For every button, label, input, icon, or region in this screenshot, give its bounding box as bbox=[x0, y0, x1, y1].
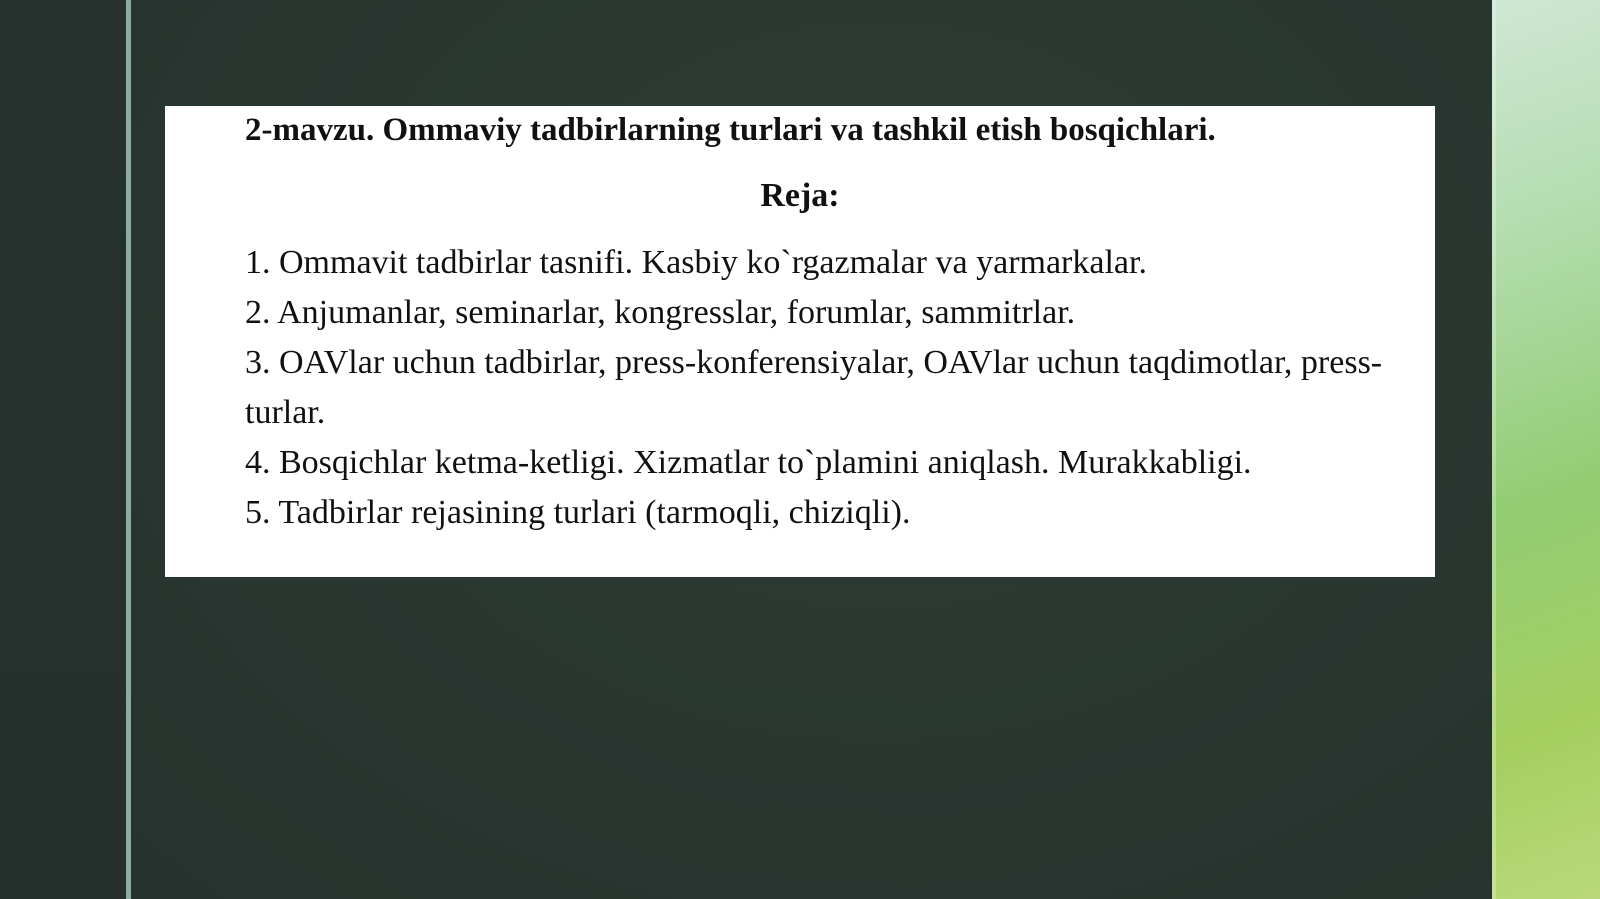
plan-list bbox=[245, 238, 1425, 538]
plan-item: 1. Ommavit tadbirlar tasnifi. Kasbiy ko`rgazmalar va yarmarkalar. bbox=[245, 244, 1147, 281]
plan-item: 3. OAVlar uchun tadbirlar, press-konferensiyalar, OAVlar uchun taqdimotlar, press-turlar. bbox=[245, 344, 1383, 431]
right-green-strip bbox=[1492, 0, 1600, 899]
plan-item: 5. Tadbirlar rejasining turlari (tarmoqli, chiziqli). bbox=[245, 494, 911, 531]
content-box bbox=[165, 106, 1435, 577]
plan-item: 2. Anjumanlar, seminarlar, kongresslar, forumlar, sammitrlar. bbox=[245, 294, 1076, 331]
topic-title: 2-mavzu. Ommaviy tadbirlarning turlari va tashkil etish bosqichlari. bbox=[245, 112, 1216, 148]
left-dark-band bbox=[0, 0, 126, 899]
plan-heading: Reja: bbox=[760, 177, 840, 214]
right-strip-edge bbox=[1492, 0, 1496, 899]
plan-item: 4. Bosqichlar ketma-ketligi. Xizmatlar to`plamini aniqlash. Murakkabligi. bbox=[245, 444, 1252, 481]
